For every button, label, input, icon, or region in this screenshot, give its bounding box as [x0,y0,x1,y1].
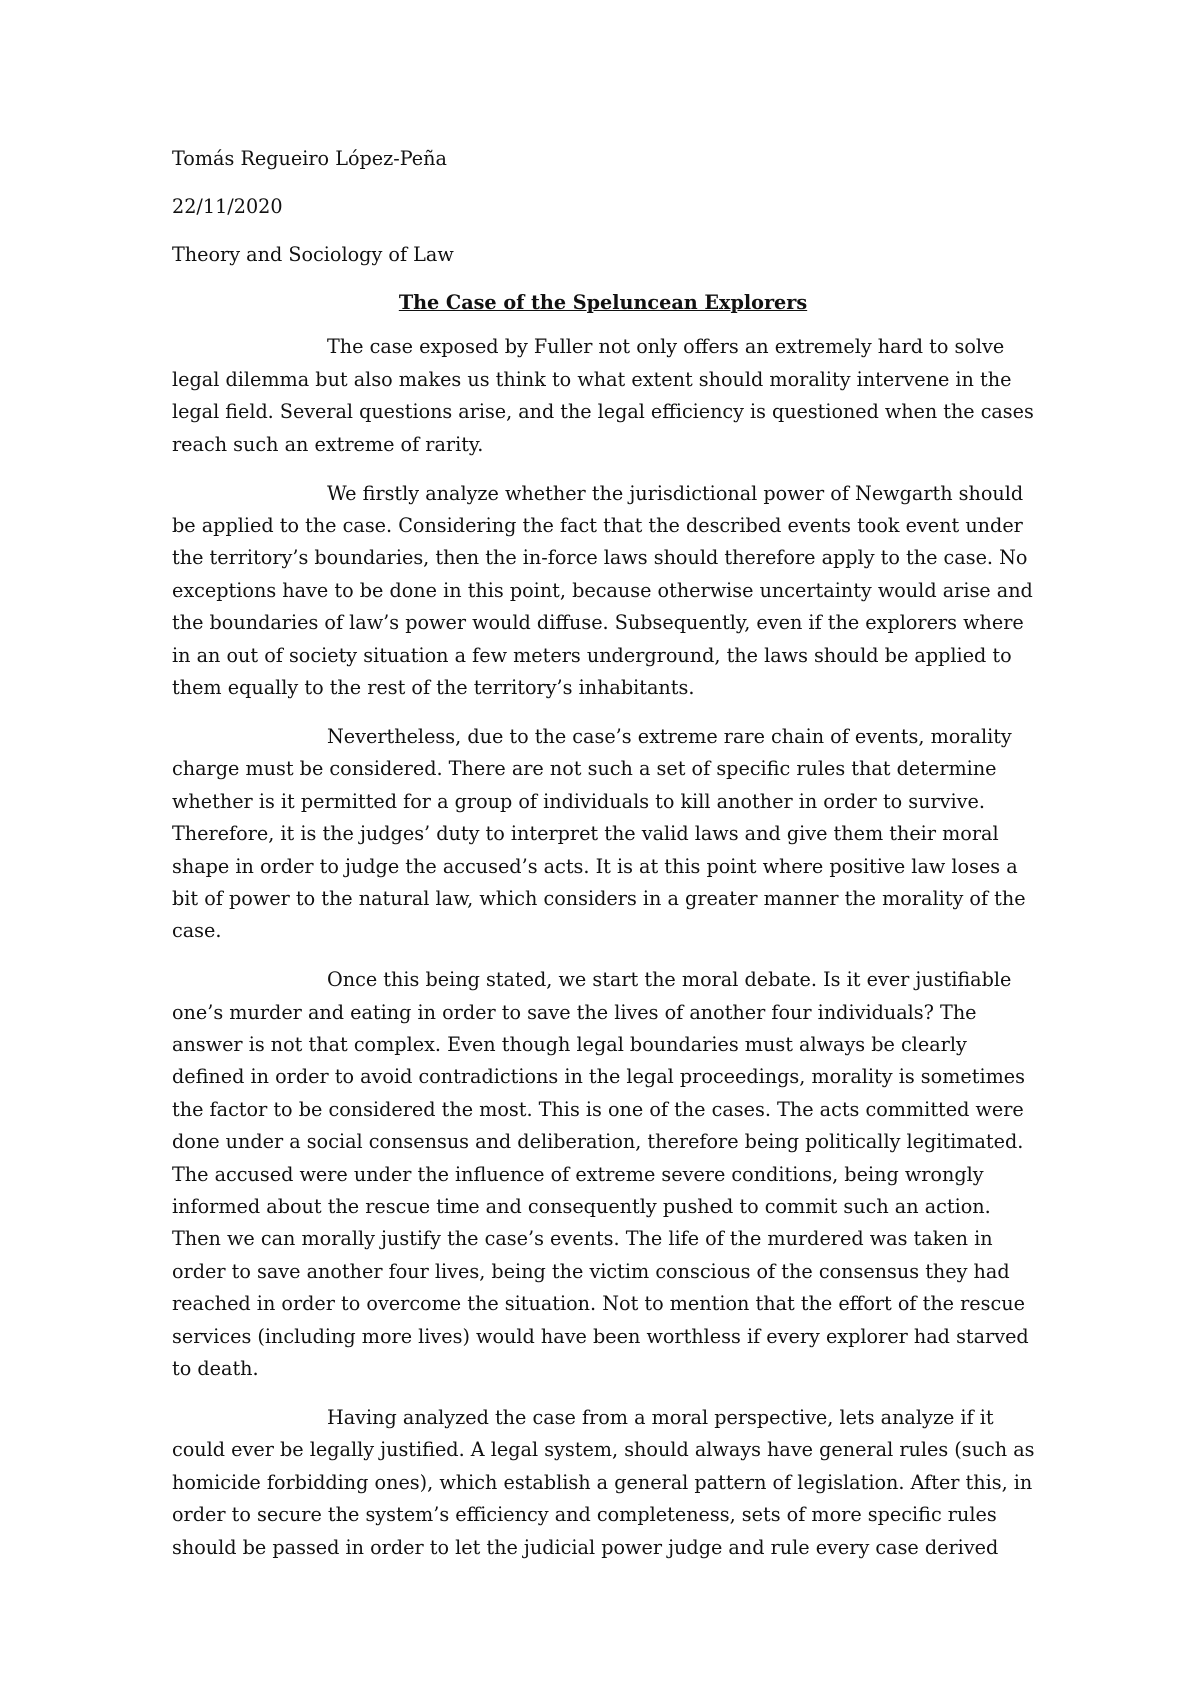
paragraph-line: reach such an extreme of rarity. [172,432,484,456]
paragraph-line: the boundaries of law’s power would diffuse. Subsequently, even if the explorers where [172,611,1024,635]
paragraph-line: whether is it permitted for a group of individuals to kill another in order to survive. [172,789,985,813]
paragraph [172,478,1034,705]
paragraph-line: to death. [172,1357,259,1381]
author-name: Tomás Regueiro López-Peña [172,147,447,170]
paragraph-line: Therefore, it is the judges’ duty to interpret the valid laws and give them their moral [172,822,999,846]
paragraph-line: answer is not that complex. Even though legal boundaries must always be clearly [172,1033,967,1057]
paragraph [172,331,1034,461]
paragraph-line: case. [172,919,222,943]
paragraph-line: order to save another four lives, being the victim conscious of the consensus they had [172,1259,1010,1283]
paragraph-line: The accused were under the influence of extreme severe conditions, being wrongly [172,1162,984,1186]
paragraph-line: homicide forbidding ones), which establish a general pattern of legislation. After this, in [172,1470,1033,1494]
paragraph-line: Once this being stated, we start the moral debate. Is it ever justifiable [327,968,1012,992]
paragraph-line: defined in order to avoid contradictions in the legal proceedings, morality is sometimes [172,1065,1026,1089]
paragraph [172,964,1034,1385]
paragraph-line: bit of power to the natural law, which considers in a greater manner the morality of the [172,886,1026,910]
paragraph-line: Having analyzed the case from a moral perspective, lets analyze if it [327,1406,994,1429]
paragraph [172,721,1034,948]
paragraph-line: exceptions have to be done in this point, because otherwise uncertainty would arise and [172,578,1033,602]
paragraph-line: shape in order to judge the accused’s acts. It is at this point where positive law loses a [172,854,1018,878]
paragraph-line: informed about the rescue time and consequently pushed to commit such an action. [172,1195,991,1219]
paragraph-line: services (including more lives) would have been worthless if every explorer had starved [172,1324,1029,1348]
paragraph-line: legal dilemma but also makes us think to what extent should morality intervene in the [172,367,1012,391]
document-title: The Case of the Speluncean Explorers [398,291,808,314]
paragraph [172,1402,1034,1564]
paragraph-line: The case exposed by Fuller not only offers an extremely hard to solve [327,335,1005,359]
paragraph-line: could ever be legally justified. A legal system, should always have general rules (such as [172,1438,1035,1462]
paragraph-line: done under a social consensus and deliberation, therefore being politically legitimated. [172,1130,1024,1154]
paragraph-line: legal field. Several questions arise, and the legal efficiency is questioned when the cases [172,400,1034,424]
paragraph-line: reached in order to overcome the situation. Not to mention that the effort of the rescue [172,1292,1025,1316]
paragraph-line: one’s murder and eating in order to save the lives of another four individuals? The [172,1000,977,1024]
paragraph-line: Then we can morally justify the case’s events. The life of the murdered was taken in [172,1227,993,1251]
course-name: Theory and Sociology of Law [172,243,454,266]
paragraph-line: the territory’s boundaries, then the in-force laws should therefore apply to the case. No [172,546,1028,570]
paragraph-line: We firstly analyze whether the jurisdictional power of Newgarth should [327,481,1024,505]
document-body [172,143,1034,1581]
paragraph-line: in an out of society situation a few meters underground, the laws should be applied to [172,643,1012,667]
paragraph-line: them equally to the rest of the territory’s inhabitants. [172,675,695,699]
paragraph-line: charge must be considered. There are not such a set of specific rules that determine [172,757,997,781]
paragraph-line: order to secure the system’s efficiency and completeness, sets of more specific rules [172,1503,997,1527]
paragraph-line: the factor to be considered the most. This is one of the cases. The acts committed were [172,1097,1024,1121]
essay-paragraphs [172,331,1034,1564]
paragraph-line: Nevertheless, due to the case’s extreme rare chain of events, morality [327,724,1012,748]
document-date: 22/11/2020 [172,195,283,218]
paragraph-line: be applied to the case. Considering the fact that the described events took event under [172,513,1023,537]
paragraph-line: should be passed in order to let the judicial power judge and rule every case derived [172,1535,999,1559]
